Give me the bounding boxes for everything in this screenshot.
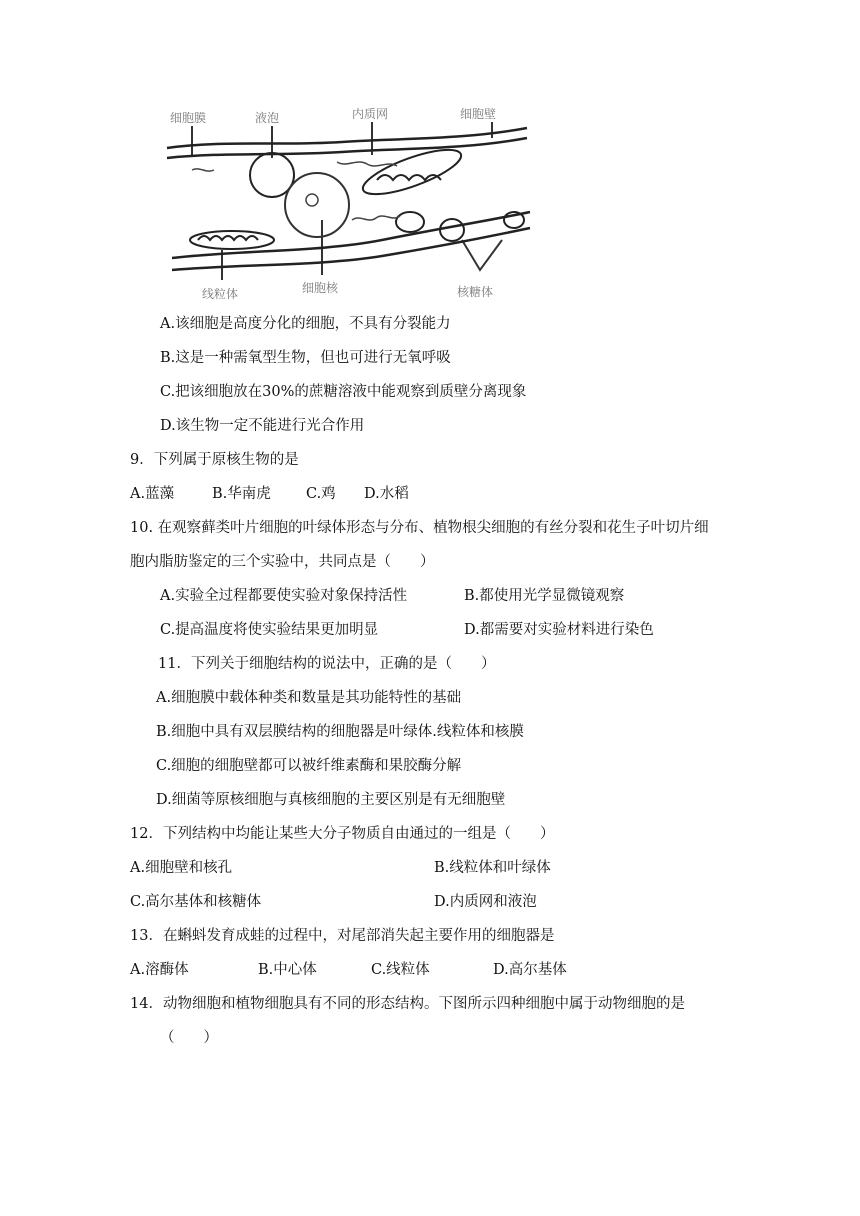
q9-option-b: B.华南虎 <box>212 486 271 502</box>
q8-option-a: A.该细胞是高度分化的细胞，不具有分裂能力 <box>160 316 451 332</box>
cell-diagram-drawing <box>162 100 532 305</box>
q12-option-c: C.高尔基体和核糖体 <box>130 894 262 910</box>
q13-option-a: A.溶酶体 <box>130 962 189 978</box>
q9-stem: 9．下列属于原核生物的是 <box>130 452 299 468</box>
q14-stem-line1: 14．动物细胞和植物细胞具有不同的形态结构。下图所示四种细胞中属于动物细胞的是 <box>130 996 685 1012</box>
q12-option-d: D.内质网和液泡 <box>434 894 537 910</box>
label-ribosome: 核糖体 <box>457 285 494 299</box>
label-mitochondria: 线粒体 <box>202 287 239 301</box>
q13-options <box>130 960 630 980</box>
q9-option-a: A.蓝藻 <box>130 486 175 502</box>
q11-stem: 11．下列关于细胞结构的说法中，正确的是（ ） <box>158 656 496 672</box>
label-cell-wall: 细胞壁 <box>460 107 497 121</box>
q12-option-b: B.线粒体和叶绿体 <box>434 860 551 876</box>
q12-stem: 12．下列结构中均能让某些大分子物质自由通过的一组是（ ） <box>130 826 555 842</box>
q13-stem: 13．在蝌蚪发育成蛙的过程中，对尾部消失起主要作用的细胞器是 <box>130 928 555 944</box>
q9-option-d: D.水稻 <box>364 486 409 502</box>
q14-stem-line2: （ ） <box>160 1030 218 1046</box>
q13-option-c: C.线粒体 <box>371 962 430 978</box>
q10-option-a: A.实验全过程都要使实验对象保持活性 <box>160 588 408 604</box>
q8-option-b: B.这是一种需氧型生物，但也可进行无氧呼吸 <box>160 350 451 366</box>
q11-option-a: A.细胞膜中载体种类和数量是其功能特性的基础 <box>156 690 462 706</box>
q10-option-d: D.都需要对实验材料进行染色 <box>464 622 654 638</box>
cell-diagram <box>162 100 532 305</box>
label-nucleus: 细胞核 <box>302 281 339 295</box>
q10-stem-line1: 10. 在观察藓类叶片细胞的叶绿体形态与分布、植物根尖细胞的有丝分裂和花生子叶切片细 <box>130 520 709 536</box>
q10-option-b: B.都使用光学显微镜观察 <box>464 588 625 604</box>
q10-option-c: C.提高温度将使实验结果更加明显 <box>160 622 379 638</box>
label-er: 内质网 <box>352 107 389 121</box>
q11-option-c: C.细胞的细胞壁都可以被纤维素酶和果胶酶分解 <box>156 758 462 774</box>
q13-option-b: B.中心体 <box>258 962 317 978</box>
q8-option-c: C.把该细胞放在30%的蔗糖溶液中能观察到质壁分离现象 <box>160 384 527 400</box>
q10-stem-line2: 胞内脂肪鉴定的三个实验中，共同点是（ ） <box>130 554 435 570</box>
q13-option-d: D.高尔基体 <box>493 962 567 978</box>
q11-option-d: D.细菌等原核细胞与真核细胞的主要区别是有无细胞壁 <box>156 792 506 808</box>
label-vacuole: 液泡 <box>255 111 280 125</box>
q12-option-a: A.细胞壁和核孔 <box>130 860 233 876</box>
q9-option-c: C.鸡 <box>306 486 336 502</box>
q11-option-b: B.细胞中具有双层膜结构的细胞器是叶绿体.线粒体和核膜 <box>156 724 524 740</box>
q9-options <box>130 484 530 504</box>
q8-option-d: D.该生物一定不能进行光合作用 <box>160 418 365 434</box>
label-cell-membrane: 细胞膜 <box>170 111 207 125</box>
